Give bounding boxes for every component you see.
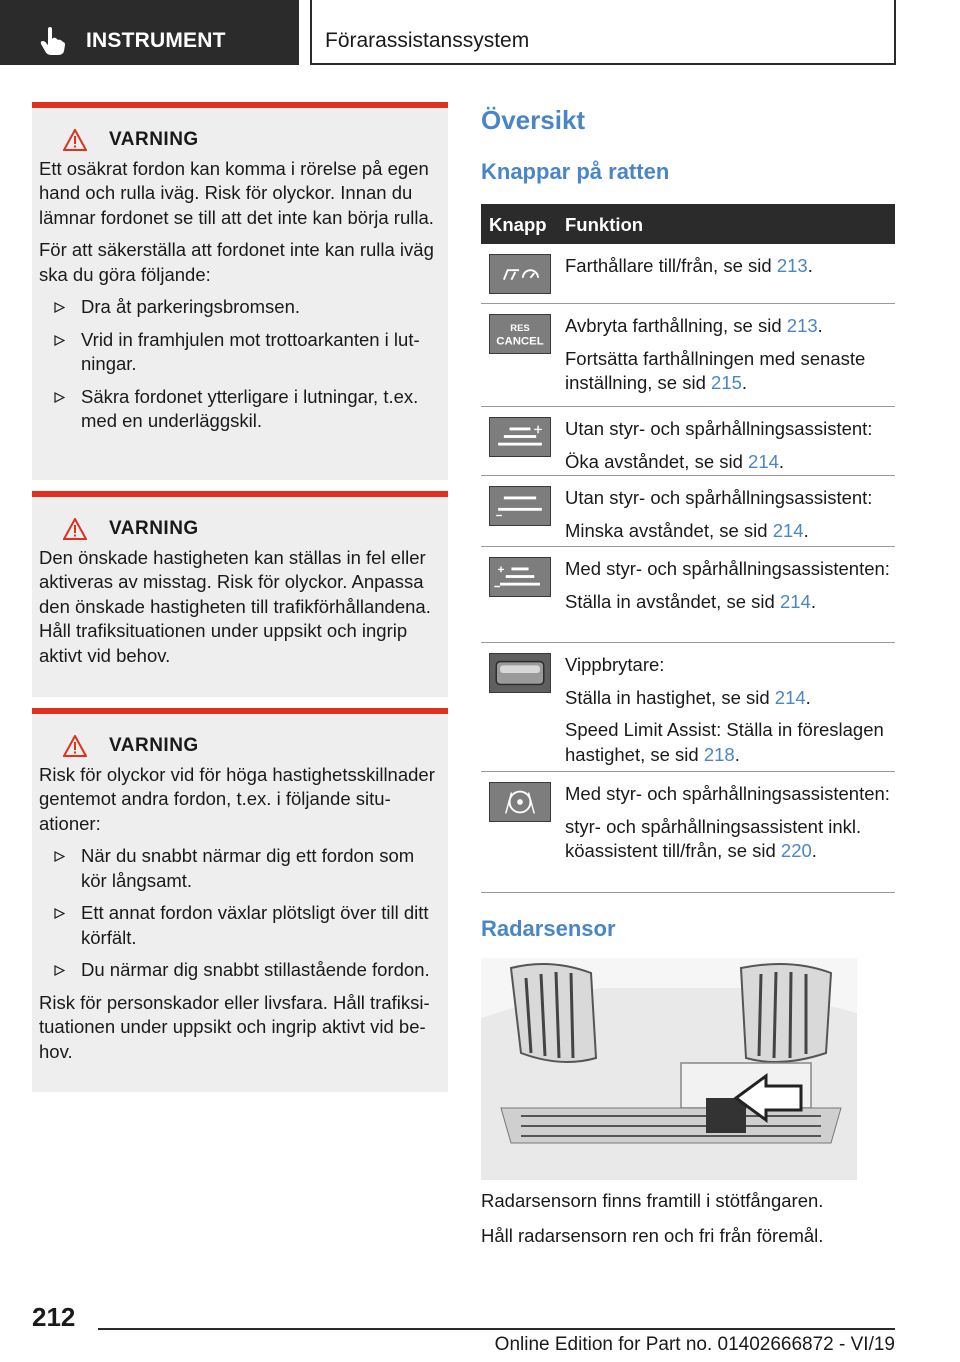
- footer-edition: Online Edition for Part no. 01402666872 - VI/19: [494, 1334, 895, 1355]
- row-text: Vippbrytare:: [565, 654, 665, 675]
- row-text: Ställa in avståndet, se sid 214.: [565, 590, 816, 612]
- table-row: [481, 304, 895, 407]
- row-text: Utan styr- och spårhållningsassistent:: [565, 487, 873, 508]
- row-text: Fortsätta farthållningen med senaste inställning, se sid 215.: [565, 347, 866, 393]
- page-ref-link[interactable]: 213: [776, 255, 808, 276]
- warning-triangle-icon: [63, 129, 87, 151]
- distance-increase-icon: [489, 417, 551, 457]
- bullet-triangle-icon: [54, 851, 65, 862]
- warning-box-1: [32, 102, 448, 480]
- warning-box-3: [32, 708, 448, 1092]
- warning-title: VARNING: [109, 735, 199, 756]
- row-text: Avbryta farthållning, se sid 213.: [565, 315, 823, 336]
- row-text: Öka avståndet, se sid 214.: [565, 450, 785, 472]
- warning-title: VARNING: [109, 129, 199, 150]
- subsection-title: Knappar på ratten: [481, 159, 670, 184]
- page-ref-link[interactable]: 213: [786, 315, 818, 336]
- svg-text:CANCEL: CANCEL: [496, 335, 544, 348]
- list-item: Säkra fordonet ytterligare i lutningar, t.ex. med en underläggskil.: [39, 385, 438, 434]
- row-text: Speed Limit Assist: Ställa in föreslagen hastighet, se sid 218.: [565, 719, 884, 765]
- cruise-control-icon: [489, 254, 551, 294]
- bullet-triangle-icon: [54, 908, 65, 919]
- radar-text: Håll radarsensorn ren och fri från föremål.: [481, 1225, 824, 1246]
- row-text: Minska avståndet, se sid 214.: [565, 519, 809, 541]
- warning-text: Risk för personskador eller livsfara. Håll trafiksituationen under uppsikt och ingrip aktivt vid behov.: [39, 991, 430, 1062]
- page-number: 212: [32, 1302, 76, 1332]
- warning-text: Den önskade hastigheten kan ställas in fel eller aktiveras av misstag. Risk för olyckor. Anpassa den önskade hastigheten till trafikförhållandena. Håll trafiksituationen under uppsikt och ingrip aktivt vid behov.: [39, 546, 431, 666]
- warning-title: VARNING: [109, 518, 199, 539]
- table-header-button: Knapp: [489, 214, 547, 235]
- page-ref-link[interactable]: 214: [774, 686, 806, 708]
- bullet-triangle-icon: [54, 965, 65, 976]
- page-ref-link[interactable]: 214: [772, 519, 804, 541]
- warning-text: Ett osäkrat fordon kan komma i rörelse på egen hand och rulla iväg. Risk för olyckor. Innan du lämnar fordonet se till att det inte kan börja rulla.: [39, 157, 434, 228]
- radar-sensor-photo: [481, 958, 857, 1180]
- row-text: styr- och spårhållningsassistent inkl. köassistent till/från, se sid 220.: [565, 815, 862, 861]
- table-row: [481, 772, 895, 893]
- warning-list: [39, 844, 438, 983]
- list-item: Du närmar dig snabbt stillastående fordon.: [39, 958, 438, 983]
- table-row: [481, 547, 895, 643]
- list-item: Vrid in framhjulen mot trottoarkanten i lutningar.: [39, 328, 438, 377]
- header-section-tab: [0, 0, 299, 65]
- svg-text:RES: RES: [510, 323, 530, 335]
- row-text: Med styr- och spårhållningsassistenten:: [565, 783, 890, 804]
- page-ref-link[interactable]: 214: [779, 590, 811, 612]
- distance-decrease-icon: [489, 486, 551, 526]
- table-row: [481, 643, 895, 772]
- table-row: [481, 407, 895, 476]
- warning-text: För att säkerställa att fordonet inte kan rulla iväg ska du göra följande:: [39, 239, 434, 285]
- res-cancel-icon: [489, 314, 551, 354]
- list-item: När du snabbt närmar dig ett fordon som kör långsamt.: [39, 844, 438, 893]
- header-section-label: INSTRUMENT: [86, 29, 226, 52]
- bullet-triangle-icon: [54, 335, 65, 346]
- row-text: Ställa in hastighet, se sid 214.: [565, 686, 811, 708]
- distance-set-icon: [489, 557, 551, 597]
- warning-list: [39, 295, 438, 434]
- row-text: Utan styr- och spårhållningsassistent:: [565, 418, 873, 439]
- page-ref-link[interactable]: 220: [780, 840, 812, 861]
- table-row: [481, 476, 895, 547]
- header-chapter-label: Förarassistanssystem: [325, 29, 530, 52]
- page-ref-link[interactable]: 218: [703, 743, 735, 765]
- radar-section-title: Radarsensor: [481, 916, 616, 941]
- steering-assist-icon: [489, 782, 551, 822]
- bullet-triangle-icon: [54, 302, 65, 313]
- list-item: Ett annat fordon växlar plötsligt över till ditt körfält.: [39, 901, 438, 950]
- buttons-table: [481, 204, 895, 893]
- row-text: Farthållare till/från, se sid 213.: [565, 255, 813, 276]
- list-item: Dra åt parkeringsbromsen.: [39, 295, 438, 320]
- table-header: [481, 204, 895, 244]
- row-text: Med styr- och spårhållningsassistenten:: [565, 558, 890, 579]
- warning-triangle-icon: [63, 735, 87, 757]
- section-title: Översikt: [481, 105, 586, 135]
- rocker-switch-icon: [489, 653, 551, 693]
- hand-pointer-icon: [40, 26, 66, 56]
- warning-triangle-icon: [63, 518, 87, 540]
- footer-rule: [98, 1328, 895, 1330]
- warning-box-2: [32, 491, 448, 697]
- table-header-function: Funktion: [565, 214, 644, 235]
- radar-text: Radarsensorn finns framtill i stötfångaren.: [481, 1190, 824, 1211]
- page-ref-link[interactable]: 214: [748, 450, 779, 472]
- warning-text: Risk för olyckor vid för höga hastighetsskillnader gentemot andra fordon, t.ex. i följande situationer:: [39, 763, 435, 834]
- page-ref-link[interactable]: 215: [711, 372, 742, 393]
- table-row: [481, 244, 895, 304]
- bullet-triangle-icon: [54, 392, 65, 403]
